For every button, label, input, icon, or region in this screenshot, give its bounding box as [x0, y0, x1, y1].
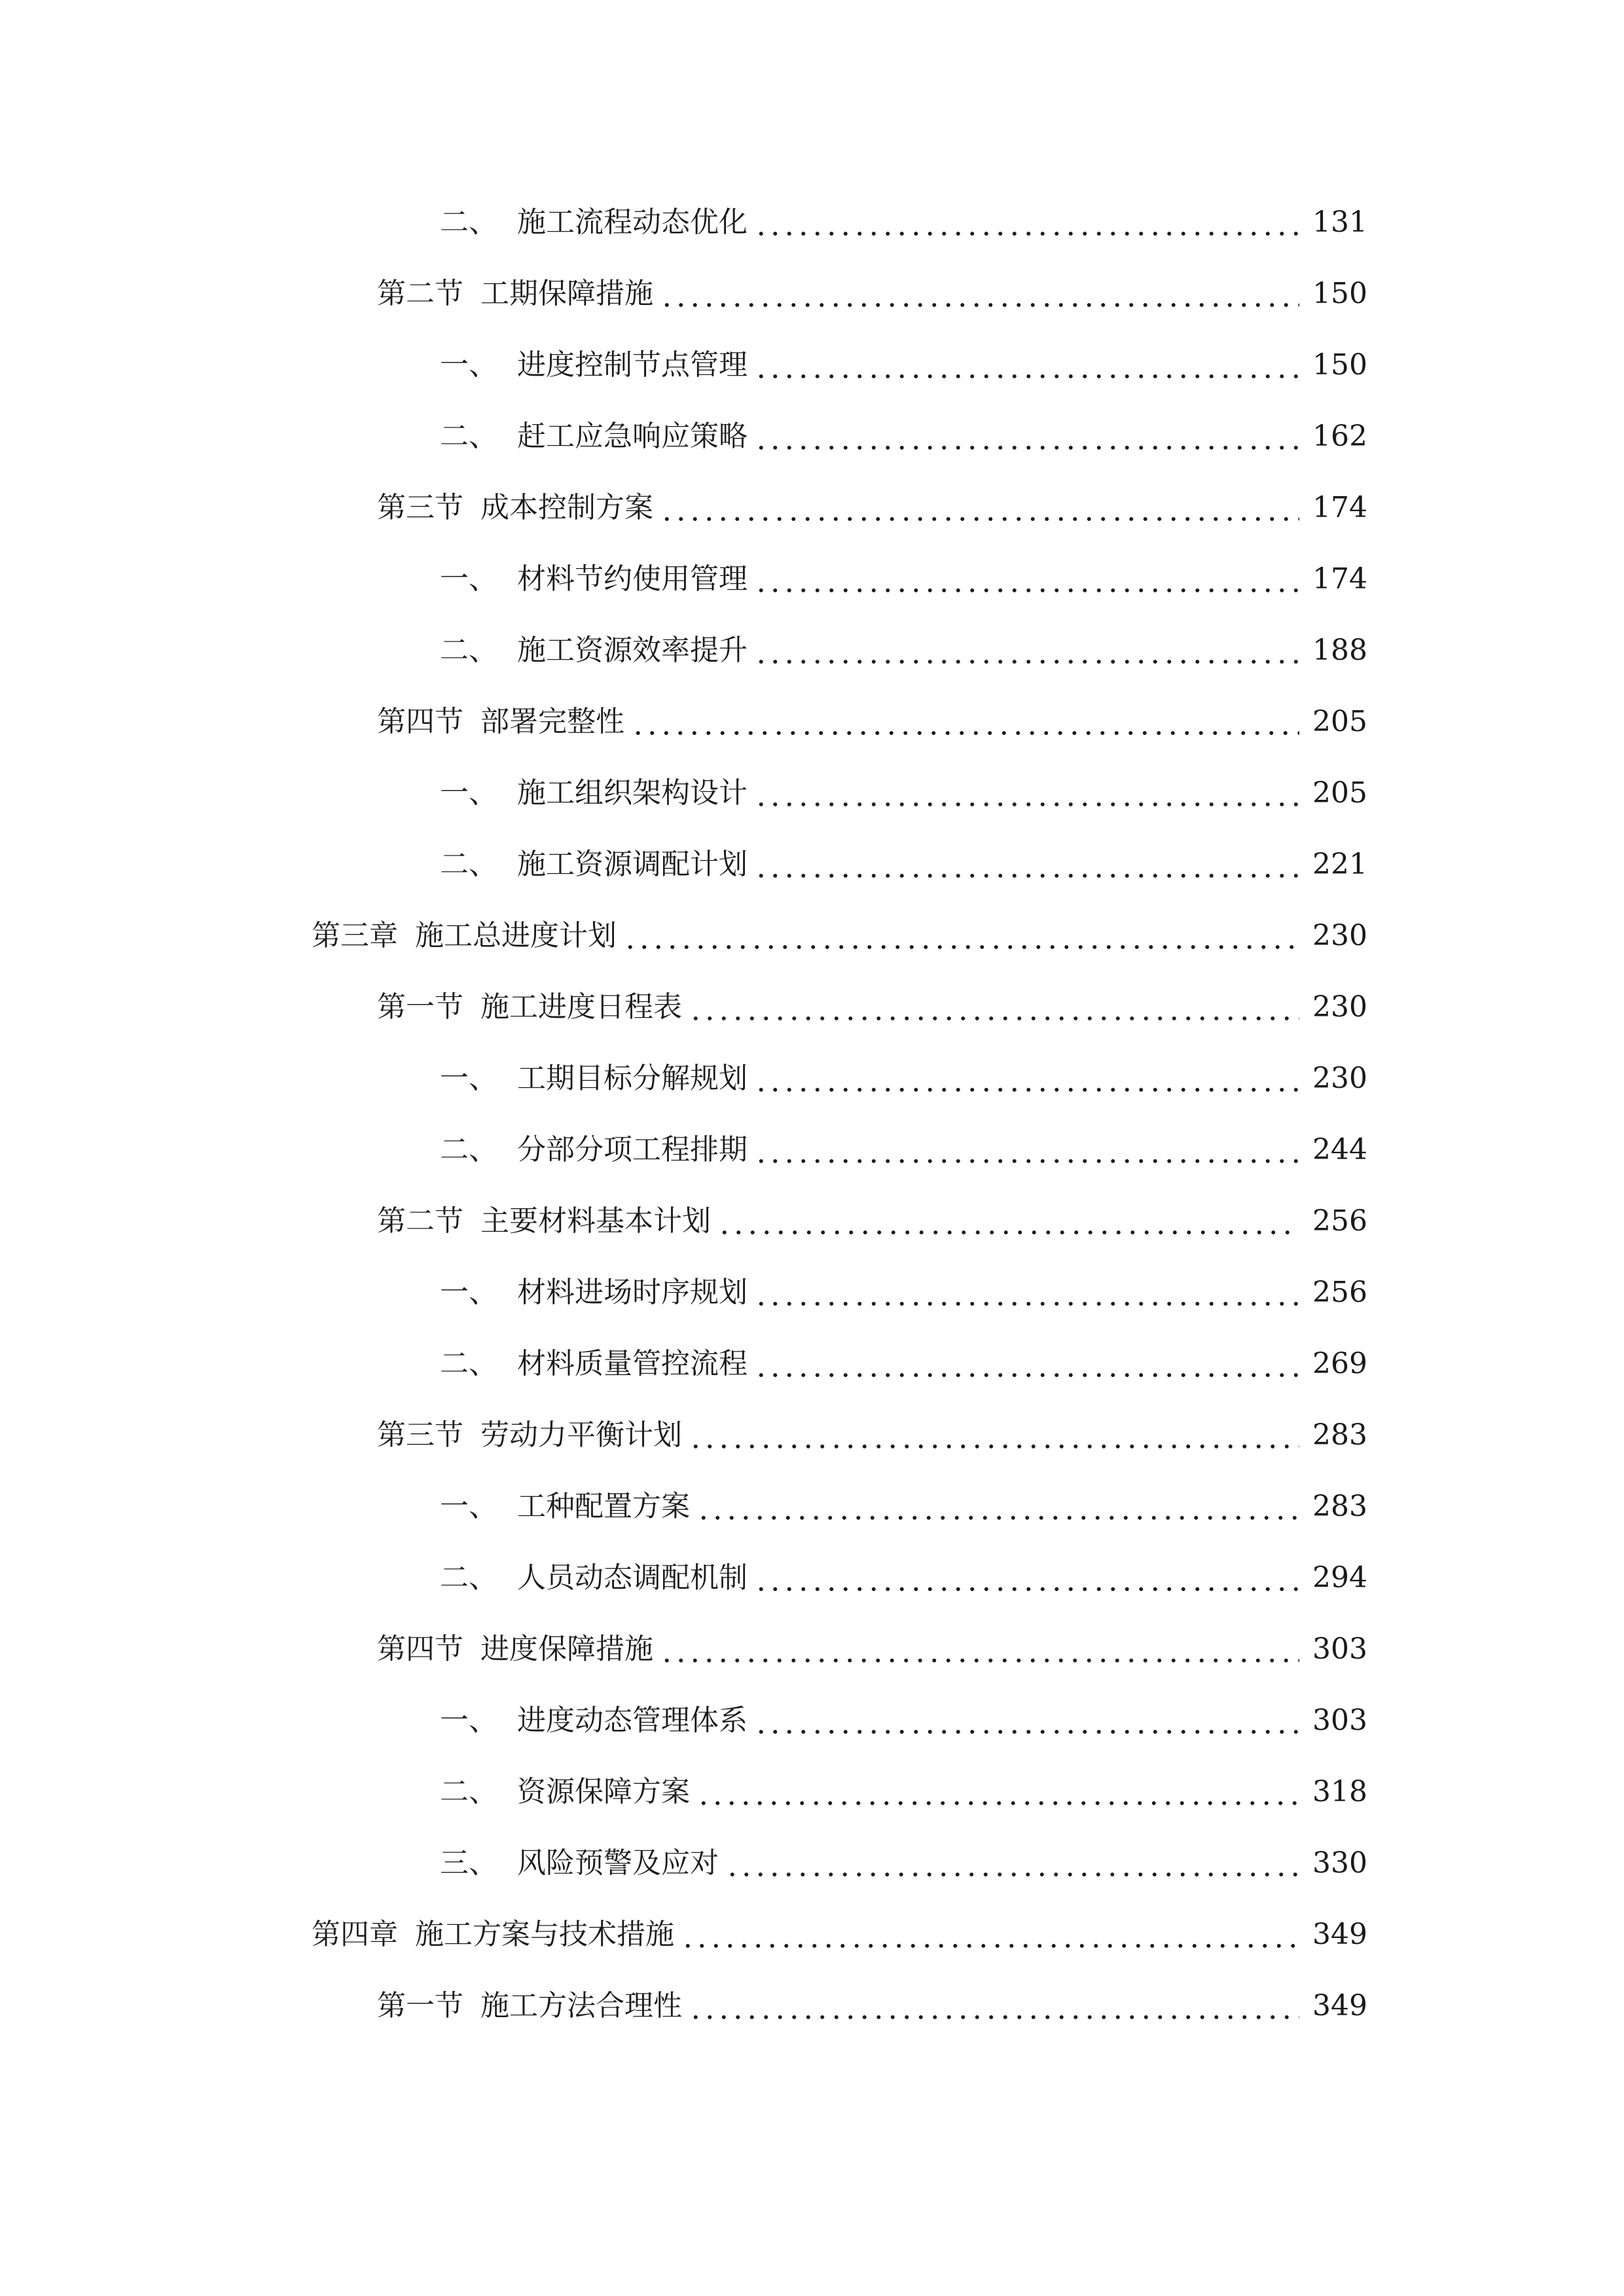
toc-entry-number: 二、	[440, 1347, 497, 1380]
dot-leader	[754, 1558, 1299, 1598]
toc-entry-number: 三、	[440, 1846, 497, 1880]
dot-leader	[623, 916, 1299, 956]
toc-entry-page: 283	[1312, 1418, 1367, 1452]
dot-leader	[725, 1844, 1299, 1883]
toc-entry-number: 二、	[440, 1775, 497, 1808]
toc-entry[interactable]	[440, 1046, 1367, 1098]
toc-entry[interactable]	[440, 1474, 1367, 1526]
dot-leader	[689, 988, 1299, 1027]
toc-entry[interactable]	[377, 1617, 1367, 1669]
toc-entry-number: 第三节	[377, 491, 463, 524]
toc-entry-page: 205	[1312, 776, 1367, 810]
dot-leader	[696, 1487, 1299, 1526]
dot-leader	[754, 346, 1299, 385]
dot-leader	[754, 631, 1299, 670]
toc-entry-page: 256	[1312, 1204, 1367, 1238]
toc-entry-page: 283	[1312, 1490, 1367, 1523]
toc-entry[interactable]	[377, 975, 1367, 1027]
toc-entry-page: 150	[1312, 277, 1367, 310]
toc-entry-title: 施工进度日程表	[480, 990, 682, 1024]
toc-entry-number: 二、	[440, 1133, 497, 1166]
toc-entry-page: 269	[1312, 1347, 1367, 1380]
toc-entry-title: 人员动态调配机制	[517, 1561, 748, 1594]
toc-entry-title: 赶工应急响应策略	[517, 420, 748, 453]
toc-entry-number: 二、	[440, 420, 497, 453]
toc-entry[interactable]	[440, 1545, 1367, 1598]
dot-leader	[754, 560, 1299, 599]
dot-leader	[754, 774, 1299, 813]
toc-entry-number: 第一节	[377, 1989, 463, 2022]
dot-leader	[660, 1630, 1299, 1669]
toc-entry-title: 施工方案与技术措施	[415, 1918, 674, 1951]
dot-leader	[754, 1344, 1299, 1384]
toc-entry-page: 349	[1312, 1989, 1367, 2022]
toc-entry-title: 主要材料基本计划	[480, 1204, 711, 1238]
toc-entry[interactable]	[440, 1260, 1367, 1312]
toc-entry[interactable]	[440, 1331, 1367, 1384]
toc-entry[interactable]	[440, 1117, 1367, 1170]
dot-leader	[660, 274, 1299, 314]
toc-entry-page: 230	[1312, 919, 1367, 952]
toc-entry-title: 施工总进度计划	[415, 919, 617, 952]
toc-entry-page: 205	[1312, 705, 1367, 738]
toc-entry-number: 一、	[440, 1704, 497, 1737]
dot-leader	[754, 203, 1299, 242]
dot-leader	[754, 1059, 1299, 1098]
toc-entry-title: 工期保障措施	[480, 277, 653, 310]
toc-entry-page: 188	[1312, 634, 1367, 667]
dot-leader	[754, 1130, 1299, 1170]
toc-entry[interactable]	[440, 832, 1367, 884]
toc-entry[interactable]	[377, 1189, 1367, 1241]
toc-entry-number: 二、	[440, 1561, 497, 1594]
dot-leader	[689, 1416, 1299, 1455]
toc-entry[interactable]	[377, 1403, 1367, 1455]
toc-entry-number: 二、	[440, 206, 497, 239]
toc-entry-title: 施工组织架构设计	[517, 776, 748, 810]
toc-entry-number: 第四节	[377, 1632, 463, 1666]
toc-entry[interactable]	[440, 404, 1367, 456]
dot-leader	[754, 1701, 1299, 1740]
toc-entry-title: 施工方法合理性	[480, 1989, 682, 2022]
toc-entry-number: 第四章	[312, 1918, 398, 1951]
toc-entry-page: 303	[1312, 1632, 1367, 1666]
toc-entry-number: 第一节	[377, 990, 463, 1024]
toc-entry[interactable]	[440, 1759, 1367, 1812]
toc-entry[interactable]	[440, 547, 1367, 599]
toc-entry-title: 施工流程动态优化	[517, 206, 748, 239]
toc-entry-page: 230	[1312, 990, 1367, 1024]
toc-entry[interactable]	[440, 332, 1367, 385]
dot-leader	[681, 1915, 1299, 1954]
toc-entry-number: 一、	[440, 1276, 497, 1309]
dot-leader	[660, 488, 1299, 528]
toc-entry-number: 第二节	[377, 277, 463, 310]
toc-entry-number: 第四节	[377, 705, 463, 738]
toc-entry[interactable]	[377, 1973, 1367, 2026]
dot-leader	[717, 1202, 1299, 1241]
toc-entry[interactable]	[377, 261, 1367, 314]
toc-entry-page: 174	[1312, 491, 1367, 524]
toc-entry[interactable]	[440, 618, 1367, 670]
toc-entry-page: 174	[1312, 562, 1367, 596]
toc-entry-number: 一、	[440, 1490, 497, 1523]
toc-entry-title: 成本控制方案	[480, 491, 653, 524]
toc-entry-page: 349	[1312, 1918, 1367, 1951]
toc-entry-title: 进度动态管理体系	[517, 1704, 748, 1737]
toc-entry[interactable]	[377, 475, 1367, 528]
dot-leader	[754, 417, 1299, 456]
toc-entry-title: 施工资源调配计划	[517, 848, 748, 881]
toc-entry-title: 风险预警及应对	[517, 1846, 719, 1880]
toc-entry-number: 二、	[440, 848, 497, 881]
toc-entry-page: 230	[1312, 1062, 1367, 1095]
toc-entry-page: 294	[1312, 1561, 1367, 1594]
toc-entry-title: 工种配置方案	[517, 1490, 690, 1523]
toc-entry-page: 131	[1312, 206, 1367, 239]
dot-leader	[689, 1986, 1299, 2026]
toc-entry-title: 进度保障措施	[480, 1632, 653, 1666]
toc-entry-title: 部署完整性	[480, 705, 624, 738]
toc-entry-number: 第二节	[377, 1204, 463, 1238]
dot-leader	[631, 702, 1299, 742]
dot-leader	[754, 1273, 1299, 1312]
toc-entry-number: 第三章	[312, 919, 398, 952]
toc-entry-title: 资源保障方案	[517, 1775, 690, 1808]
toc-entry[interactable]	[377, 689, 1367, 742]
toc-entry-title: 材料进场时序规划	[517, 1276, 748, 1309]
toc-entry-title: 分部分项工程排期	[517, 1133, 748, 1166]
dot-leader	[696, 1772, 1299, 1812]
toc-entry[interactable]	[440, 1688, 1367, 1740]
toc-entry[interactable]	[440, 761, 1367, 813]
toc-entry[interactable]	[312, 903, 1367, 956]
toc-entry[interactable]	[312, 1902, 1367, 1954]
toc-entry-title: 进度控制节点管理	[517, 348, 748, 382]
toc-entry-number: 二、	[440, 634, 497, 667]
toc-entry-title: 工期目标分解规划	[517, 1062, 748, 1095]
toc-entry-page: 244	[1312, 1133, 1367, 1166]
toc-entry-page: 330	[1312, 1846, 1367, 1880]
toc-entry-number: 一、	[440, 562, 497, 596]
toc-entry-title: 材料质量管控流程	[517, 1347, 748, 1380]
toc-entry-number: 一、	[440, 1062, 497, 1095]
dot-leader	[754, 845, 1299, 884]
toc-entry-page: 150	[1312, 348, 1367, 382]
toc-entry-number: 一、	[440, 348, 497, 382]
toc-entry-number: 一、	[440, 776, 497, 810]
toc-entry-page: 256	[1312, 1276, 1367, 1309]
toc-entry-page: 162	[1312, 420, 1367, 453]
toc-entry-title: 施工资源效率提升	[517, 634, 748, 667]
toc-entry[interactable]	[440, 1831, 1367, 1883]
toc-entry-page: 303	[1312, 1704, 1367, 1737]
toc-entry-title: 劳动力平衡计划	[480, 1418, 682, 1452]
toc-entry-page: 221	[1312, 848, 1367, 881]
toc-entry-number: 第三节	[377, 1418, 463, 1452]
toc-entry-title: 材料节约使用管理	[517, 562, 748, 596]
toc-entry-page: 318	[1312, 1775, 1367, 1808]
toc-entry[interactable]	[440, 190, 1367, 242]
